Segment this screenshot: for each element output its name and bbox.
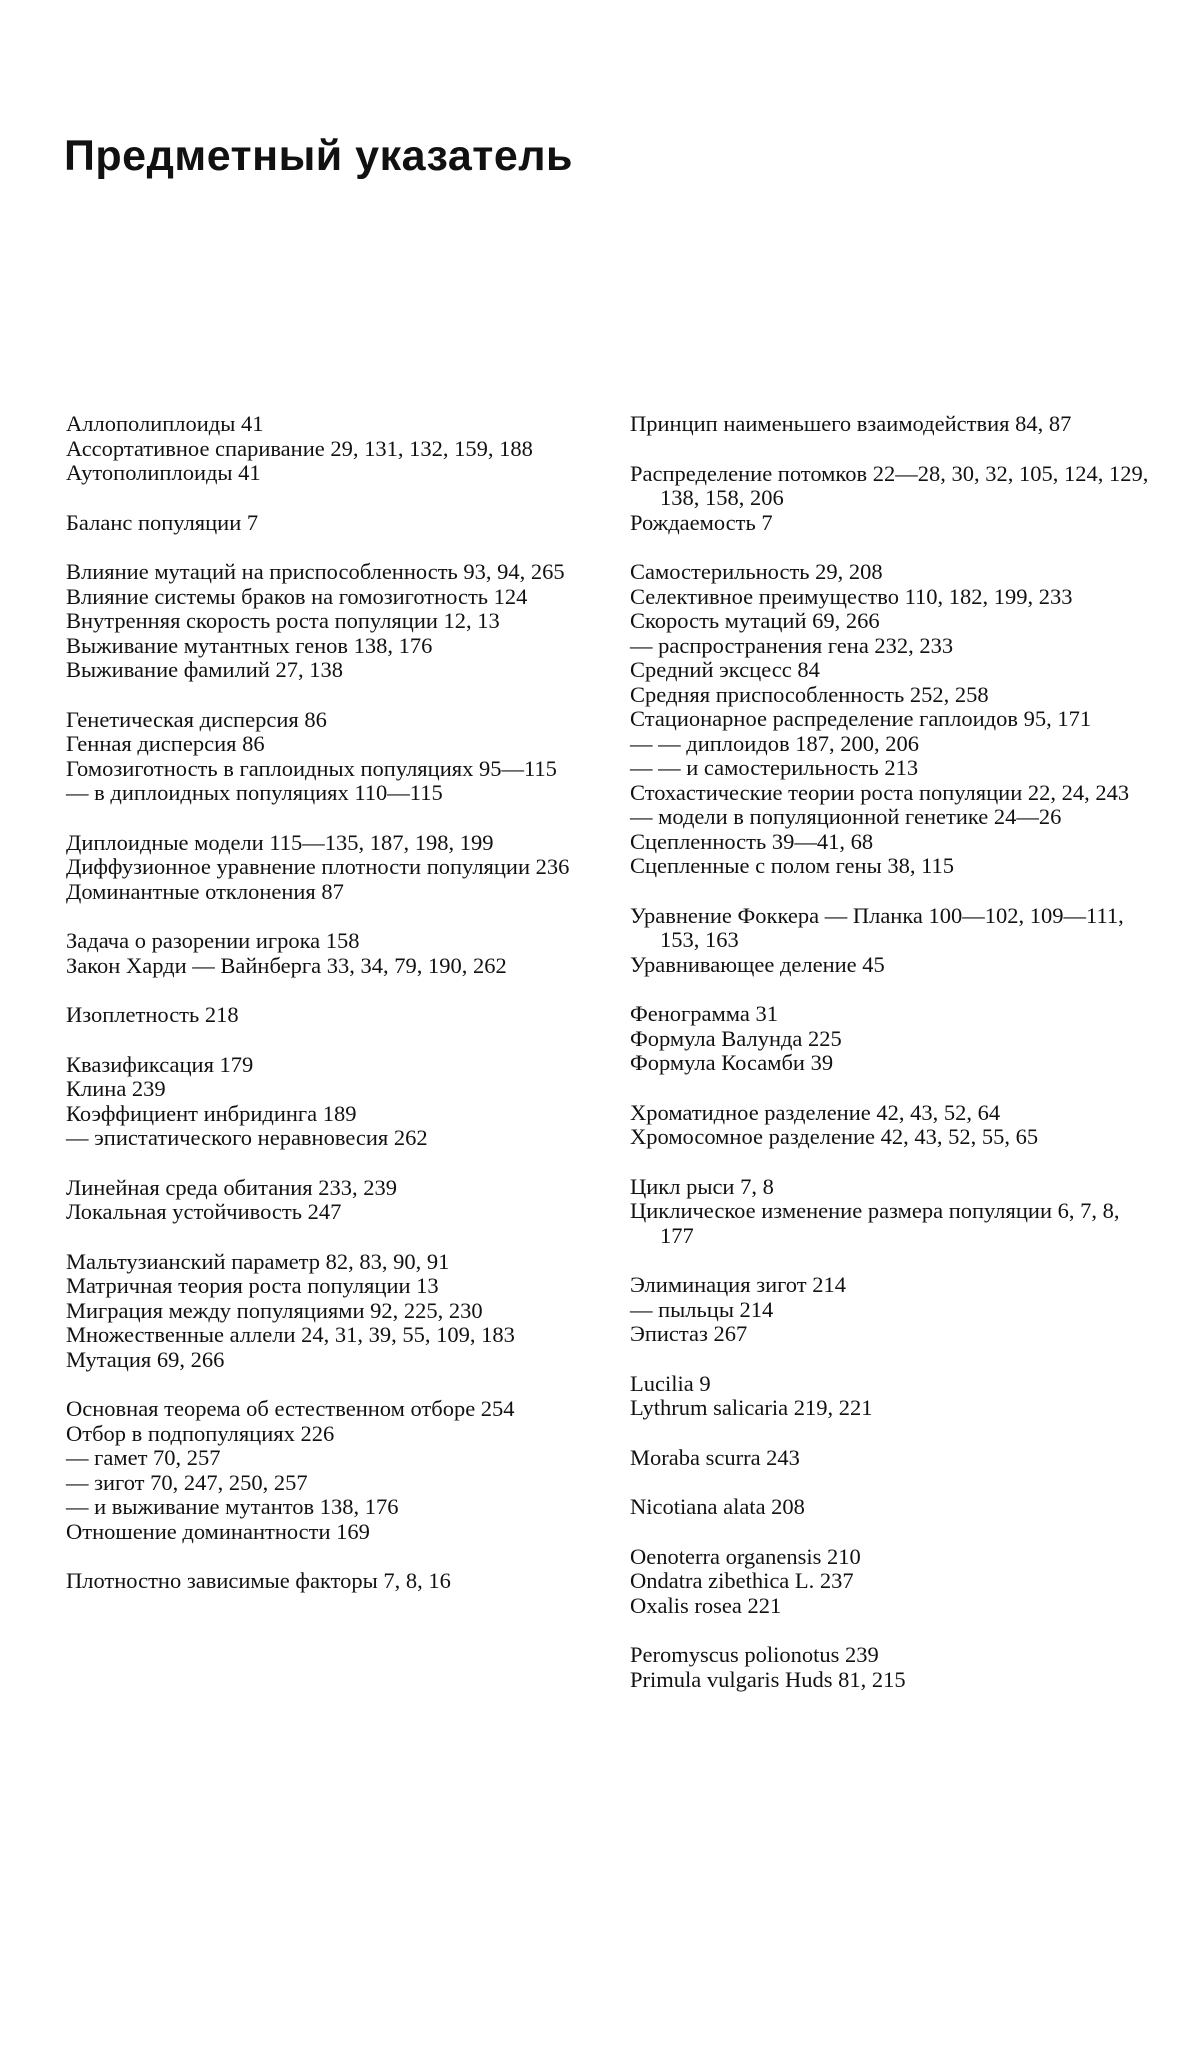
index-entry: Стохастические теории роста популяции 22, 24, 243 bbox=[630, 779, 1130, 805]
index-letter-group bbox=[66, 1569, 596, 1594]
index-entry: Множественные аллели 24, 31, 39, 55, 109, 183 bbox=[66, 1322, 515, 1347]
index-entry: Эпистаз 267 bbox=[630, 1321, 748, 1346]
index-entry: Oxalis rosea 221 bbox=[630, 1592, 782, 1618]
index-letter-group bbox=[66, 929, 596, 978]
index-letter-group bbox=[630, 560, 1152, 879]
index-letter-group bbox=[630, 1545, 1152, 1619]
index-entry: Распределение потомков 22—28, 30, 32, 105, 124, 129, 138, 158, 206 bbox=[630, 460, 1149, 510]
index-entry: Мутация 69, 266 bbox=[66, 1346, 225, 1372]
index-entry: Ondatra zibethica L. 237 bbox=[630, 1568, 854, 1593]
index-letter-group bbox=[66, 1250, 596, 1373]
index-entry: Самостерильность 29, 208 bbox=[630, 559, 883, 584]
index-entry: Уравнение Фоккера — Планка 100—102, 109—111, 153, 163 bbox=[630, 902, 1124, 952]
index-letter-group bbox=[630, 1372, 1152, 1421]
index-entry: Формула Валунда 225 bbox=[630, 1025, 842, 1051]
index-letter-group bbox=[66, 560, 596, 683]
index-letter-group bbox=[630, 1101, 1152, 1150]
index-letter-group bbox=[630, 1446, 1152, 1471]
index-entry: Плотностно зависимые факторы 7, 8, 16 bbox=[66, 1568, 451, 1593]
index-letter-group bbox=[66, 1003, 596, 1028]
index-entry: Peromyscus polionotus 239 bbox=[630, 1642, 879, 1667]
index-entry: Аутополиплоиды 41 bbox=[66, 460, 261, 485]
index-letter-group bbox=[630, 1643, 1152, 1692]
index-entry: Диплоидные модели 115—135, 187, 198, 199 bbox=[66, 829, 494, 855]
index-entry: Lythrum salicaria 219, 221 bbox=[630, 1395, 873, 1420]
index-entry: Рождаемость 7 bbox=[630, 509, 773, 535]
index-entry: Баланс популяции 7 bbox=[66, 509, 259, 535]
index-entry: Выживание мутантных генов 138, 176 bbox=[66, 632, 433, 658]
index-entry: Линейная среда обитания 233, 239 bbox=[66, 1174, 397, 1200]
index-entry: Клина 239 bbox=[66, 1076, 166, 1101]
index-letter-group bbox=[66, 831, 596, 905]
index-entry: Цикл рыси 7, 8 bbox=[630, 1173, 774, 1199]
index-entry: Аллополиплоиды 41 bbox=[66, 411, 264, 436]
index-entry: — зигот 70, 247, 250, 257 bbox=[66, 1469, 308, 1495]
index-letter-group bbox=[66, 1053, 596, 1151]
index-entry: Влияние системы браков на гомозиготность 124 bbox=[66, 583, 528, 609]
index-entry: — в диплоидных популяциях 110—115 bbox=[66, 780, 443, 805]
index-letter-group bbox=[66, 1176, 596, 1225]
index-entry: — — и самостерильность 213 bbox=[630, 755, 919, 780]
index-entry: Гомозиготность в гаплоидных популяциях 95—115 bbox=[66, 755, 557, 781]
index-entry: Nicotiana alata 208 bbox=[630, 1494, 805, 1519]
index-entry: Циклическое изменение размера популяции 6, 7, 8, 177 bbox=[630, 1198, 1120, 1248]
index-entry: Основная теорема об естественном отборе 254 bbox=[66, 1396, 515, 1421]
index-letter-group bbox=[630, 1002, 1152, 1076]
index-entry: Миграция между популяциями 92, 225, 230 bbox=[66, 1297, 483, 1323]
index-entry: Формула Косамби 39 bbox=[630, 1050, 834, 1075]
index-entry: Принцип наименьшего взаимодействия 84, 87 bbox=[630, 411, 1072, 436]
index-entry: Изоплетность 218 bbox=[66, 1002, 239, 1027]
index-entry: Закон Харди — Вайнберга 33, 34, 79, 190, 262 bbox=[66, 952, 507, 978]
index-entry: Влияние мутаций на приспособленность 93, 94, 265 bbox=[66, 559, 565, 584]
index-letter-group bbox=[630, 1175, 1152, 1249]
index-entry: Элиминация зигот 214 bbox=[630, 1272, 846, 1297]
index-entry: Квазификсация 179 bbox=[66, 1051, 254, 1077]
index-entry: Локальная устойчивость 247 bbox=[66, 1199, 342, 1224]
index-entry: Oenoterra organensis 210 bbox=[630, 1543, 861, 1569]
index-entry: Внутренняя скорость роста популяции 12, 13 bbox=[66, 608, 500, 633]
index-entry: — модели в популяционной генетике 24—26 bbox=[630, 804, 1062, 829]
index-letter-group bbox=[66, 511, 596, 536]
index-column-left bbox=[66, 412, 596, 1619]
index-entry: Primula vulgaris Huds 81, 215 bbox=[630, 1666, 906, 1692]
index-entry: Доминантные отклонения 87 bbox=[66, 878, 344, 904]
index-entry: Moraba scurra 243 bbox=[630, 1444, 800, 1470]
page-title: Предметный указатель bbox=[64, 132, 573, 180]
index-entry: Уравнивающее деление 45 bbox=[630, 951, 885, 977]
index-entry: Задача о разорении игрока 158 bbox=[66, 928, 360, 953]
index-entry: Генетическая дисперсия 86 bbox=[66, 706, 327, 732]
index-entry: Хроматидное разделение 42, 43, 52, 64 bbox=[630, 1099, 1001, 1125]
index-entry: Коэффициент инбридинга 189 bbox=[66, 1100, 357, 1126]
index-entry: Селективное преимущество 110, 182, 199, 233 bbox=[630, 583, 1073, 609]
index-letter-group bbox=[630, 412, 1152, 437]
index-letter-group bbox=[66, 1397, 596, 1544]
index-entry: Сцепленность 39—41, 68 bbox=[630, 828, 874, 854]
index-column-right bbox=[630, 412, 1152, 1717]
index-entry: Средний эксцесс 84 bbox=[630, 657, 820, 682]
index-entry: — — диплоидов 187, 200, 206 bbox=[630, 730, 919, 756]
index-letter-group bbox=[630, 1273, 1152, 1347]
index-letter-group bbox=[66, 708, 596, 806]
index-entry: Мальтузианский параметр 82, 83, 90, 91 bbox=[66, 1248, 450, 1274]
index-entry: — и выживание мутантов 138, 176 bbox=[66, 1494, 399, 1519]
index-entry: Отбор в подпопуляциях 226 bbox=[66, 1420, 335, 1446]
index-letter-group bbox=[630, 1495, 1152, 1520]
index-letter-group bbox=[630, 462, 1152, 536]
index-entry: Ассортативное спаривание 29, 131, 132, 159, 188 bbox=[66, 435, 533, 461]
index-entry: — пыльцы 214 bbox=[630, 1296, 774, 1322]
index-entry: Отношение доминантности 169 bbox=[66, 1518, 370, 1544]
index-letter-group bbox=[66, 412, 596, 486]
index-entry: Средняя приспособленность 252, 258 bbox=[630, 681, 989, 707]
index-entry: Выживание фамилий 27, 138 bbox=[66, 657, 343, 682]
index-entry: Стационарное распределение гаплоидов 95, 171 bbox=[630, 706, 1092, 731]
index-entry: Матричная теория роста популяции 13 bbox=[66, 1273, 439, 1298]
index-entry: — распространения гена 232, 233 bbox=[630, 632, 954, 658]
index-entry: Генная дисперсия 86 bbox=[66, 731, 265, 756]
index-letter-group bbox=[630, 904, 1152, 978]
index-entry: Диффузионное уравнение плотности популяции 236 bbox=[66, 854, 570, 879]
index-entry: Хромосомное разделение 42, 43, 52, 55, 65 bbox=[630, 1124, 1039, 1149]
index-entry: — эпистатического неравновесия 262 bbox=[66, 1125, 428, 1150]
index-entry: Lucilia 9 bbox=[630, 1370, 711, 1396]
index-entry: — гамет 70, 257 bbox=[66, 1445, 221, 1470]
index-entry: Сцепленные с полом гены 38, 115 bbox=[630, 853, 954, 878]
index-entry: Фенограмма 31 bbox=[630, 1001, 778, 1026]
index-entry: Скорость мутаций 69, 266 bbox=[630, 608, 880, 633]
